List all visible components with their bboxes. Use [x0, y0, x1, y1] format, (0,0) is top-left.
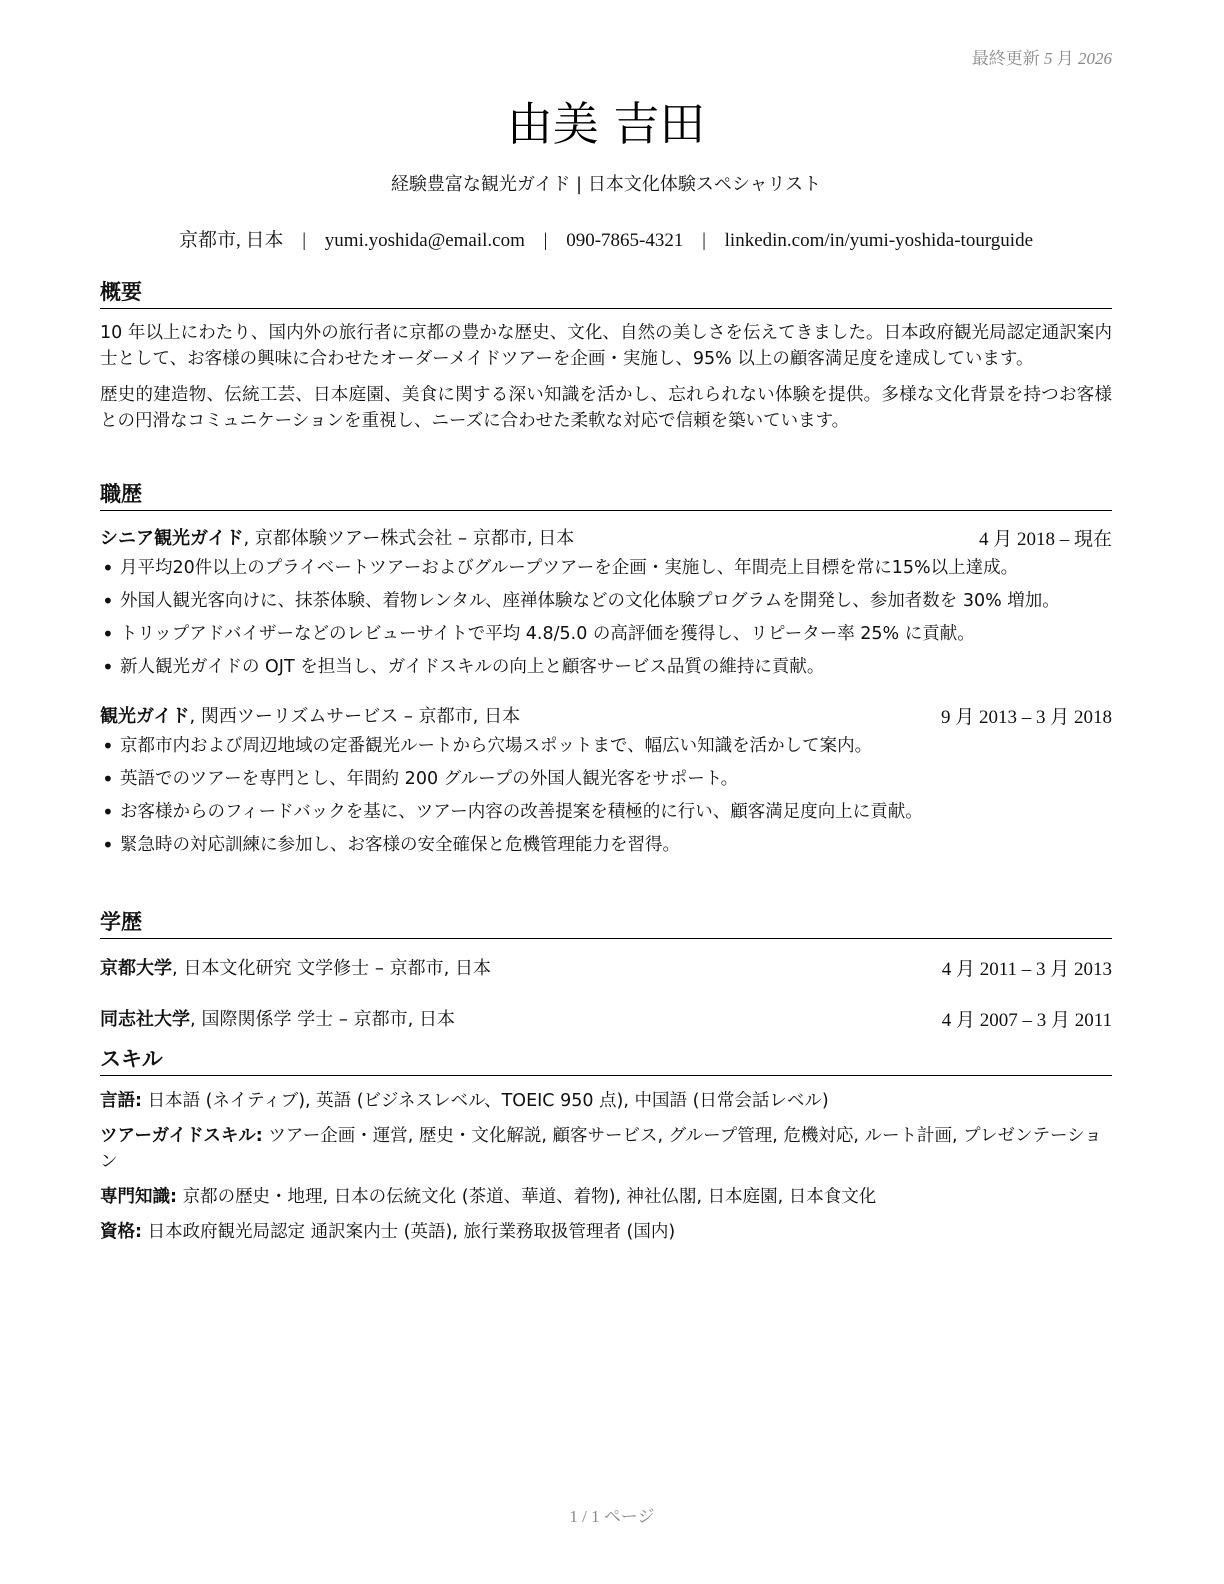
job-bullets — [100, 733, 1112, 858]
skills-section — [100, 1043, 1112, 1254]
education-entry — [100, 1005, 1112, 1032]
job-title-line — [100, 702, 520, 729]
skill-value: 日本語 (ネイティブ), 英語 (ビジネスレベル、TOEIC 950 点), 中国語 (日常会話レベル) — [142, 1091, 829, 1111]
contact-location: 京都市, 日本 — [178, 230, 284, 251]
section-title-skills: スキル — [100, 1043, 1112, 1076]
education-school: 京都大学 — [100, 958, 172, 979]
job-org: , 関西ツーリズムサービス – 京都市, 日本 — [189, 706, 521, 727]
contact-separator: | — [702, 230, 706, 251]
job-bullets — [100, 555, 1112, 680]
headline: 経験豊富な観光ガイド | 日本文化体験スペシャリスト — [390, 174, 822, 195]
job-bullet: • 外国人観光客向けに、抹茶体験、着物レンタル、座禅体験などの文化体験プログラムを開発し、参加者数を 30% 増加。 — [100, 588, 1112, 614]
education-detail: , 日本文化研究 文学修士 – 京都市, 日本 — [172, 958, 492, 979]
education-dates: 4 月 2007 – 3 月 2011 — [941, 1010, 1112, 1031]
job-bullet: • 月平均20件以上のプライベートツアーおよびグループツアーを企画・実施し、年間売上目標を常に15%以上達成。 — [100, 555, 1112, 581]
contact-separator: | — [302, 230, 307, 251]
job-entry — [100, 524, 1112, 680]
contact-phone[interactable]: 090-7865-4321 — [566, 230, 684, 251]
section-title-experience: 職歴 — [100, 478, 1112, 511]
skill-value: ツアー企画・運営, 歴史・文化解説, 顧客サービス, グループ管理, 危機対応, ルート計画, プレゼンテーション — [100, 1126, 1102, 1172]
skill-value: 京都の歴史・地理, 日本の伝統文化 (茶道、華道、着物), 神社仏閣, 日本庭園, 日本食文化 — [177, 1187, 877, 1207]
section-title-education: 学歴 — [100, 906, 1112, 939]
job-bullet: • 新人観光ガイドの OJT を担当し、ガイドスキルの向上と顧客サービス品質の維持に貢献。 — [100, 654, 1112, 680]
job-bullet: • 緊急時の対応訓練に参加し、お客様の安全確保と危機管理能力を習得。 — [100, 832, 1112, 858]
page-number: 1 / 1 ページ — [569, 1507, 655, 1526]
job-bullet: • お客様からのフィードバックを基に、ツアー内容の改善提案を積極的に行い、顧客満足度向上に貢献。 — [100, 799, 1112, 825]
education-dates: 4 月 2011 – 3 月 2013 — [941, 959, 1112, 980]
last-updated-year: 2026 — [1078, 49, 1112, 68]
education-entry — [100, 954, 1112, 981]
section-title-summary: 概要 — [100, 276, 1112, 309]
summary-paragraph: 歴史的建造物、伝統工芸、日本庭園、美食に関する深い知識を活かし、忘れられない体験を提供。多様な文化背景を持つお客様との円滑なコミュニケーションを重視し、ニーズに合わせた柔軟な対応で信頼を築いています。 — [100, 385, 1112, 431]
job-role: シニア観光ガイド — [100, 528, 244, 549]
job-bullet: • 京都市内および周辺地域の定番観光ルートから穴場スポットまで、幅広い知識を活かして案内。 — [100, 733, 1112, 759]
contact-linkedin[interactable]: linkedin.com/in/yumi-yoshida-tourguide — [724, 230, 1034, 251]
job-bullet: • トリップアドバイザーなどのレビューサイトで平均 4.8/5.0 の高評価を獲得し、リピーター率 25% に貢献。 — [100, 621, 1112, 647]
person-name: 由美 吉田 — [506, 97, 706, 151]
job-dates: 9 月 2013 – 3 月 2018 — [940, 707, 1112, 728]
skill-row — [100, 1088, 1112, 1114]
education-detail: , 国際関係学 学士 – 京都市, 日本 — [190, 1009, 456, 1030]
job-org: , 京都体験ツアー株式会社 – 京都市, 日本 — [243, 528, 575, 549]
job-bullet: • 英語でのツアーを専門とし、年間約 200 グループの外国人観光客をサポート。 — [100, 766, 1112, 792]
contact-separator: | — [543, 230, 548, 251]
skill-label: 資格: — [100, 1222, 142, 1242]
last-updated-month-unit: 月 — [1056, 49, 1074, 68]
last-updated — [972, 44, 1112, 69]
job-header — [100, 524, 1112, 551]
skill-value: 日本政府観光局認定 通訳案内士 (英語), 旅行業務取扱管理者 (国内) — [142, 1222, 676, 1242]
contact-line — [100, 225, 1112, 252]
job-entry — [100, 702, 1112, 858]
experience-section — [100, 478, 1112, 865]
contact-email[interactable]: yumi.yoshida@email.com — [324, 230, 525, 251]
skill-label: 専門知識: — [100, 1187, 177, 1207]
job-header — [100, 702, 1112, 729]
education-section — [100, 906, 1112, 1032]
education-school: 同志社大学 — [100, 1009, 190, 1030]
summary-paragraph: 10 年以上にわたり、国内外の旅行者に京都の豊かな歴史、文化、自然の美しさを伝えてきました。日本政府観光局認定通訳案内士として、お客様の興味に合わせたオーダーメイドツアーを企画・実施し、95% 以上の顧客満足度を達成しています。 — [100, 323, 1112, 369]
skill-label: ツアーガイドスキル: — [100, 1126, 263, 1146]
last-updated-month: 5 — [1044, 49, 1053, 68]
education-title-line — [100, 1005, 455, 1032]
job-dates: 4 月 2018 – 現在 — [978, 529, 1112, 550]
skill-label: 言語: — [100, 1091, 142, 1111]
summary-section — [100, 276, 1112, 434]
job-title-line — [100, 524, 574, 551]
education-title-line — [100, 954, 491, 981]
skill-row — [100, 1219, 1112, 1245]
last-updated-label: 最終更新 — [971, 49, 1040, 68]
skill-row — [100, 1123, 1112, 1175]
skill-row — [100, 1184, 1112, 1210]
job-role: 観光ガイド — [100, 706, 190, 727]
